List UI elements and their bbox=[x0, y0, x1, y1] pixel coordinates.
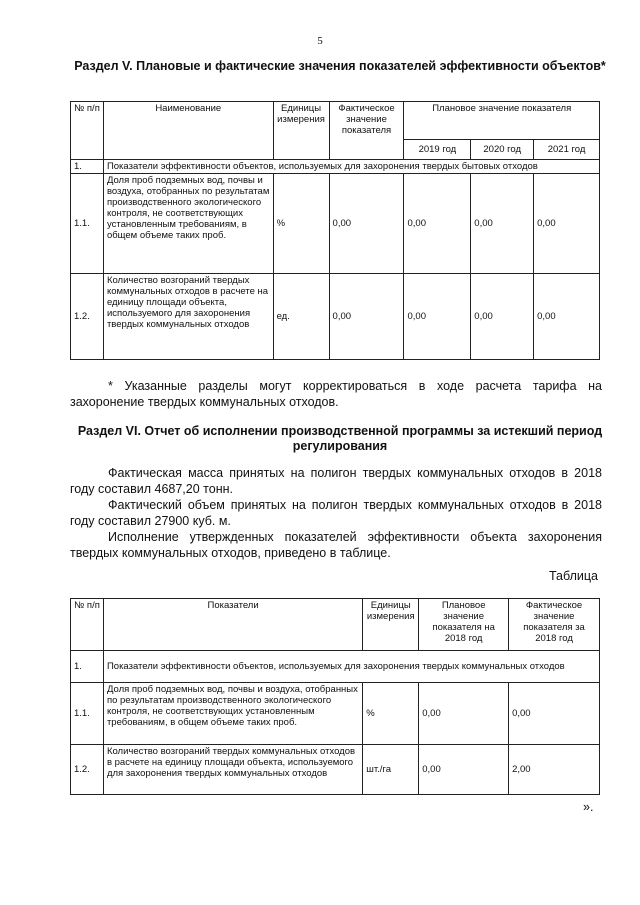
row-num: 1.2. bbox=[71, 745, 104, 795]
paragraph-mass: Фактическая масса принятых на полигон твердых коммунальных отходов в 2018 году составил 4687,20 тонн. bbox=[70, 466, 602, 496]
row-unit: % bbox=[363, 683, 419, 745]
row-name: Количество возгораний твердых коммунальных отходов в расчете на единицу площади объекта, используемого для захоронения твердых коммунальных отходов bbox=[103, 745, 362, 795]
paragraph-volume: Фактический объем принятых на полигон твердых коммунальных отходов в 2018 году составил 27900 куб. м. bbox=[70, 498, 602, 528]
header-plan: Плановое значение показателя bbox=[404, 102, 600, 140]
header-unit: Единицы измерения bbox=[363, 599, 419, 651]
group-title: Показатели эффективности объектов, используемых для захоронения твердых коммунальных отходов bbox=[103, 651, 599, 683]
header-name: Наименование bbox=[103, 102, 273, 160]
row-fact: 2,00 bbox=[509, 745, 600, 795]
row-num: 1.1. bbox=[71, 174, 104, 274]
section-6-table bbox=[70, 598, 600, 795]
group-title: Показатели эффективности объектов, используемых для захоронения твердых бытовых отходов bbox=[103, 160, 599, 174]
row-name: Доля проб подземных вод, почвы и воздуха, отобранных по результатам производственного экологического контроля, не соответствующих установленным требованиям, в общем объеме таких проб. bbox=[103, 683, 362, 745]
row-2021: 0,00 bbox=[534, 174, 600, 274]
table-caption: Таблица bbox=[548, 569, 598, 583]
paragraph-execution: Исполнение утвержденных показателей эффективности объекта захоронения твердых коммунальных отходов, приведено в таблице. bbox=[70, 530, 602, 560]
row-num: 1.2. bbox=[71, 274, 104, 360]
row-num: 1.1. bbox=[71, 683, 104, 745]
row-fact: 0,00 bbox=[329, 274, 404, 360]
closing-quote-mark: ». bbox=[583, 800, 594, 814]
section-6-title: Раздел VI. Отчет об исполнении производственной программы за истекший период регулирования bbox=[77, 424, 603, 453]
section-5-title: Раздел V. Плановые и фактические значения показателей эффективности объектов* bbox=[74, 59, 606, 73]
row-fact: 0,00 bbox=[329, 174, 404, 274]
page-number: 5 bbox=[317, 35, 323, 47]
header-plan: Плановое значение показателя на 2018 год bbox=[419, 599, 509, 651]
row-name: Количество возгораний твердых коммунальных отходов в расчете на единицу площади объекта, используемого для захоронения твердых коммунальных отходов bbox=[103, 274, 273, 360]
header-year-2021: 2021 год bbox=[534, 140, 600, 160]
row-unit: шт./га bbox=[363, 745, 419, 795]
group-num: 1. bbox=[71, 651, 104, 683]
row-2020: 0,00 bbox=[471, 174, 534, 274]
row-plan: 0,00 bbox=[419, 683, 509, 745]
header-fact: Фактическое значение показателя за 2018 год bbox=[509, 599, 600, 651]
header-unit: Единицы измерения bbox=[273, 102, 329, 160]
row-unit: % bbox=[273, 174, 329, 274]
group-num: 1. bbox=[71, 160, 104, 174]
row-2019: 0,00 bbox=[404, 274, 471, 360]
header-name: Показатели bbox=[103, 599, 362, 651]
table-row bbox=[71, 274, 600, 360]
row-unit: ед. bbox=[273, 274, 329, 360]
header-year-2020: 2020 год bbox=[471, 140, 534, 160]
table-row bbox=[71, 683, 600, 745]
header-num: № п/п bbox=[71, 102, 104, 160]
section-5-note: * Указанные разделы могут корректироваться в ходе расчета тарифа на захоронение твердых коммунальных отходов. bbox=[70, 379, 602, 409]
row-name: Доля проб подземных вод, почвы и воздуха, отобранных по результатам производственного экологического контроля, не соответствующих установленным требованиям, в общем объеме таких проб. bbox=[103, 174, 273, 274]
row-plan: 0,00 bbox=[419, 745, 509, 795]
header-year-2019: 2019 год bbox=[404, 140, 471, 160]
header-num: № п/п bbox=[71, 599, 104, 651]
header-fact: Фактическое значение показателя bbox=[329, 102, 404, 160]
row-2020: 0,00 bbox=[471, 274, 534, 360]
table-row bbox=[71, 745, 600, 795]
row-2019: 0,00 bbox=[404, 174, 471, 274]
table-row bbox=[71, 174, 600, 274]
row-fact: 0,00 bbox=[509, 683, 600, 745]
section-5-table bbox=[70, 101, 600, 360]
row-2021: 0,00 bbox=[534, 274, 600, 360]
